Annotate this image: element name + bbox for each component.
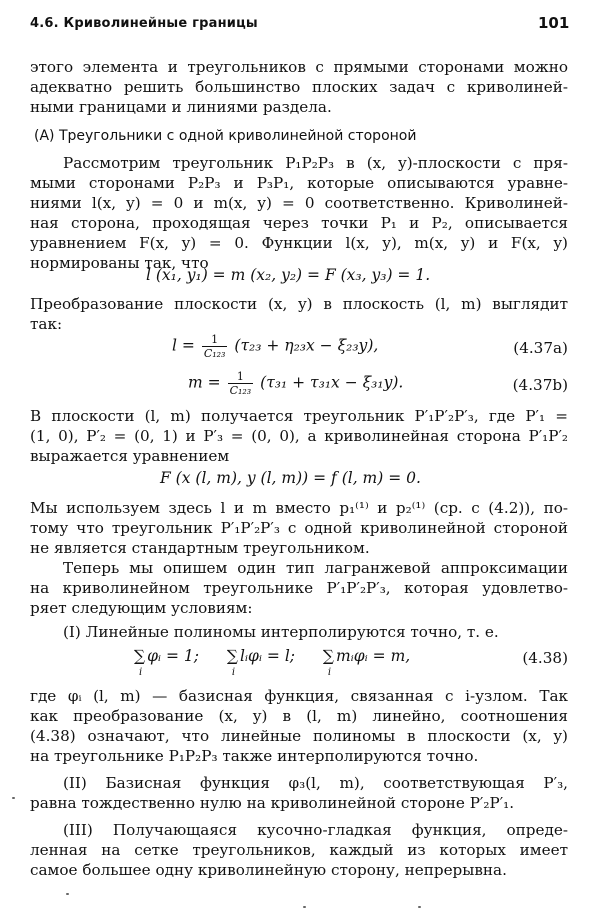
sum-symbol: ∑ i xyxy=(322,647,334,678)
paragraph-line: нормированы так, что xyxy=(30,254,209,272)
equation-rhs: (τ₂₃ + η₂₃x − ξ₂₃y), xyxy=(234,336,379,355)
paragraph-line: В плоскости (l, m) получается треугольник P′₁P′₂P′₃, где P′₁ = xyxy=(30,407,568,425)
equation-4-38 xyxy=(134,645,411,678)
paragraph-line: Преобразование плоскости (x, y) в плоскость (l, m) выглядит xyxy=(30,295,568,313)
intro-line: адекватно решить большинство плоских задач с криволиней- xyxy=(30,78,568,96)
scan-speck xyxy=(66,893,69,895)
condition-3-line: (III) Получающаяся кусочно-гладкая функция, опреде- xyxy=(63,821,568,839)
paragraph-line: выражается уравнением xyxy=(30,447,230,465)
intro-line: ными границами и линиями раздела. xyxy=(30,98,332,116)
paragraph-line: Мы используем здесь l и m вместо p₁⁽¹⁾ и p₂⁽¹⁾ (ср. с (4.2)), по- xyxy=(30,499,568,517)
equation-4-37b xyxy=(188,370,403,397)
paragraph-line: ная сторона, проходящая через точки P₁ и P₂, описывается xyxy=(30,214,568,232)
paragraph-line: Теперь мы опишем один тип лагранжевой аппроксимации xyxy=(63,559,568,577)
paragraph-line: ряет следующим условиям: xyxy=(30,599,253,617)
paragraph-line: на треугольнике P₁P₂P₃ также интерполируются точно. xyxy=(30,747,479,765)
scan-speck xyxy=(12,797,15,799)
fraction-numerator: 1 xyxy=(202,333,228,347)
paragraph-line: где φᵢ (l, m) — базисная функция, связанная с i-узлом. Так xyxy=(30,687,568,705)
condition-3-line: самое большее одну криволинейную сторону, непрерывна. xyxy=(30,861,507,879)
paragraph-line: мыми сторонами P₂P₃ и P₃P₁, которые описываются уравне- xyxy=(30,174,568,192)
equation-term: mᵢφᵢ = m, xyxy=(335,647,411,665)
running-header: 4.6. Криволинейные границы xyxy=(30,16,258,31)
equation-lhs: l = xyxy=(172,336,195,355)
condition-1: (I) Линейные полиномы интерполируются точно, т. е. xyxy=(63,623,499,641)
sum-symbol: ∑ i xyxy=(134,647,146,678)
equation-lhs: m = xyxy=(188,373,221,392)
paragraph-line: ниями l(x, y) = 0 и m(x, y) = 0 соответственно. Криволиней- xyxy=(30,194,568,212)
section-heading: (А) Треугольники с одной криволинейной стороной xyxy=(34,128,417,144)
paragraph-line: Рассмотрим треугольник P₁P₂P₃ в (x, y)-плоскости с пря- xyxy=(63,154,568,172)
page-number: 101 xyxy=(538,14,570,32)
paragraph-line: уравнением F(x, y) = 0. Функции l(x, y), m(x, y) и F(x, y) xyxy=(30,234,568,252)
paragraph-line: тому что треугольник P′₁P′₂P′₃ с одной криволинейной стороной xyxy=(30,519,568,537)
paragraph-line: на криволинейном треугольнике P′₁P′₂P′₃, которая удовлетво- xyxy=(30,579,568,597)
fraction-denominator: C₁₂₃ xyxy=(229,384,252,397)
paragraph-line: так: xyxy=(30,315,63,333)
paragraph-line: (1, 0), P′₂ = (0, 1) и P′₃ = (0, 0), а криволинейная сторона P′₁P′₂ xyxy=(30,427,568,445)
sum-symbol: ∑ i xyxy=(226,647,238,678)
equation-number: (4.37a) xyxy=(513,339,568,357)
equation-4-37a xyxy=(172,333,378,360)
fraction-numerator: 1 xyxy=(228,370,254,384)
condition-3-line: ленная на сетке треугольников, каждый из которых имеет xyxy=(30,841,568,859)
fraction xyxy=(228,370,254,397)
equation-rhs: (τ₃₁ + τ₃₁x − ξ₃₁y). xyxy=(260,373,404,392)
equation-curve: F (x (l, m), y (l, m)) = f (l, m) = 0. xyxy=(160,469,421,487)
equation-term: φᵢ = 1; xyxy=(147,647,199,665)
scan-speck xyxy=(303,906,306,908)
paragraph-line: не является стандартным треугольником. xyxy=(30,539,370,557)
fraction-denominator: C₁₂₃ xyxy=(203,347,226,360)
scan-speck xyxy=(418,906,421,908)
paragraph-line: (4.38) означают, что линейные полиномы в плоскости (x, y) xyxy=(30,727,568,745)
equation-term: lᵢφᵢ = l; xyxy=(239,647,296,665)
condition-2-line: равна тождественно нулю на криволинейной стороне P′₂P′₁. xyxy=(30,794,515,812)
equation-number: (4.38) xyxy=(522,649,568,667)
condition-2-line: (II) Базисная функция φ₃(l, m), соответствующая P′₃, xyxy=(63,774,568,792)
intro-line: этого элемента и треугольников с прямыми сторонами можно xyxy=(30,58,568,76)
equation-normalization: l (x₁, y₁) = m (x₂, y₂) = F (x₃, y₃) = 1. xyxy=(146,266,431,284)
equation-number: (4.37b) xyxy=(512,376,568,394)
fraction xyxy=(202,333,228,360)
paragraph-line: как преобразование (x, y) в (l, m) линейно, соотношения xyxy=(30,707,568,725)
